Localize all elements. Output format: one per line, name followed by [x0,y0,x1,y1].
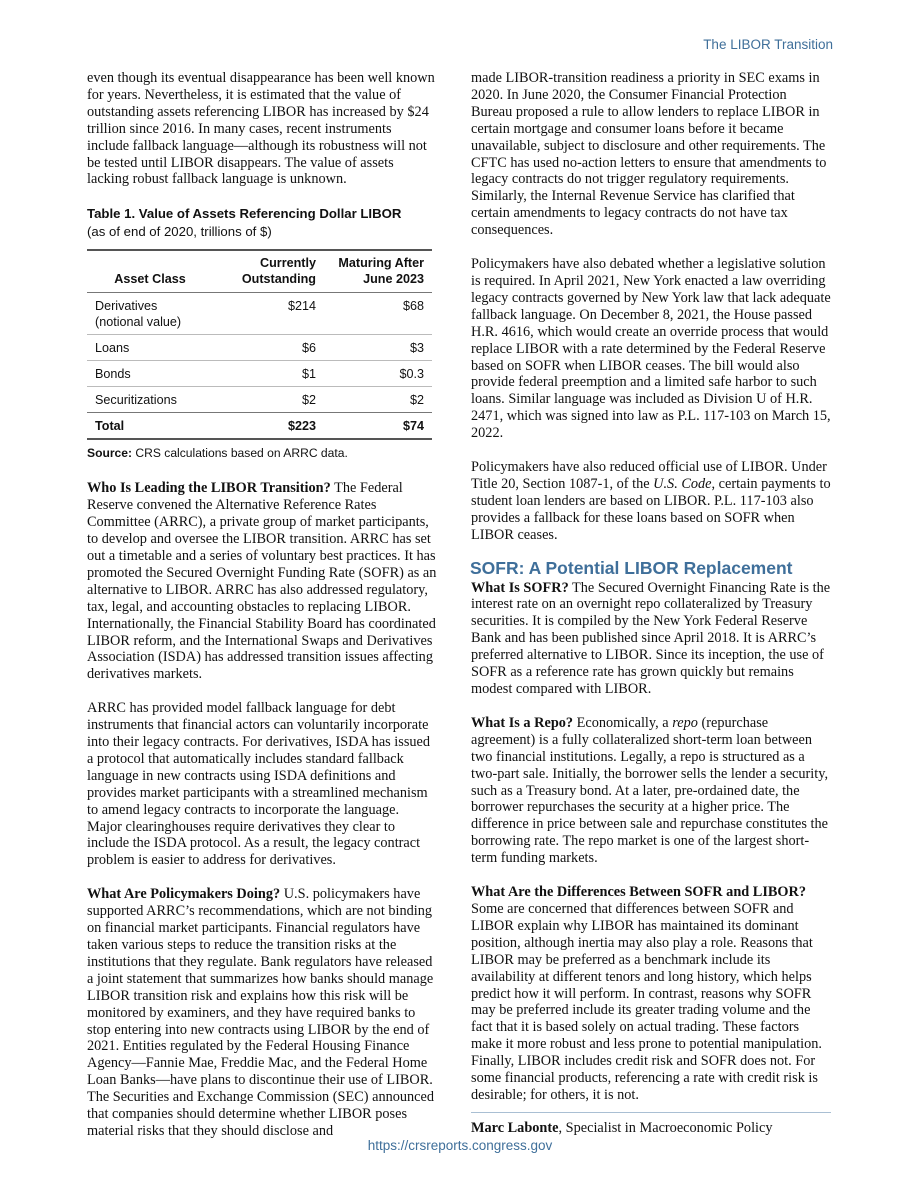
section-heading-sofr: SOFR: A Potential LIBOR Replacement [470,557,793,578]
table-total-row [87,413,432,440]
what-is-sofr-paragraph [471,580,831,698]
author-title: , Specialist in Macroeconomic Policy [558,1119,773,1136]
table-header-row [87,250,432,293]
policymakers-heading: What Are Policymakers Doing? [87,886,281,903]
table-caption [87,205,437,241]
repo-text-a: Economically, a [573,714,673,731]
what-is-sofr-body: The Secured Overnight Financing Rate is the interest rate on an overnight repo collateralized by Treasury securities. It is compiled by the New York Federal Reserve Bank and has been published since April 2018. It is ARRC’s preferred alternative to LIBOR. Since its inception, the use of SOFR as a reference rate has grown quickly but remains modest compared with LIBOR. [471,579,831,697]
table-source [87,446,437,460]
header-asset-class: Asset Class [114,272,186,287]
cell-outstanding: $223 [287,419,316,434]
cell-maturing: $68 [402,299,424,314]
author-name: Marc Labonte [471,1119,559,1136]
cell-outstanding: $2 [301,393,316,408]
differences-body: Some are concerned that differences between SOFR and LIBOR explain why LIBOR has maintained its dominant position, although inertia may also play a role. Reasons that LIBOR may be preferred as a benchmark include its availability at different tenors and long history, which helps predict how it will perform. In contrast, reasons why SOFR may be preferred include its greater trading volume and the fact that it is based solely on actual trading. These factors make it more robust and less prone to potential manipulation. Finally, LIBOR includes credit risk and SOFR does not. For some financial products, referencing a rate with credit risk is desirable; for others, it is not. [471,900,822,1103]
us-code-reference: U.S. Code [653,475,712,492]
cell-maturing: $0.3 [399,367,424,382]
assets-table [87,249,432,440]
cell-outstanding: $214 [287,299,316,314]
differences-heading: What Are the Differences Between SOFR and LIBOR? [471,884,807,901]
right-column [471,70,831,1154]
table-row [87,361,432,387]
repo-text-b: (repurchase agreement) is a fully collateralized short-term loan between two financial institutions. Legally, a repo is structured as a two-part sale. Initially, the borrower sells the lender a security, such as a Treasury bond. At a later, pre-ordained date, the borrower repurchases the security at a higher price. The difference in price between sale and repurchase constitutes the borrowing rate. The repo market is one of the largest short-term funding markets. [471,714,829,867]
table-row [87,335,432,361]
who-leading-heading: Who Is Leading the LIBOR Transition? [87,480,331,497]
policymakers-paragraph [87,886,437,1140]
source-label: Source: [87,446,133,461]
table-row [87,293,432,335]
source-text: CRS calculations based on ARRC data. [132,446,348,461]
running-header-title: The LIBOR Transition [703,37,833,52]
differences-paragraph [471,884,831,1104]
policymakers-body: U.S. policymakers have supported ARRC’s recommendations, which are not binding on financial market participants. Financial regulators have taken various steps to reduce the transition risks at the institutions that they regulate. Bank regulators have released a joint statement that summarizes how banks should manage LIBOR transition risk and explains how this risk will be monitored by examiners, and they have required banks to stop entering into new contracts using LIBOR by the end of 2021. Entities regulated by the Federal Housing Finance Agency—Fannie Mae, Freddie Mac, and the Federal Home Loan Banks—have plans to discontinue their use of LIBOR. The Securities and Exchange Commission (SEC) announced that companies should determine whether LIBOR poses material risks that they should disclose and [87,886,435,1139]
intro-paragraph: even though its eventual disappearance has been well known for years. Nevertheless, it is estimated that the value of outstanding assets referencing LIBOR has increased by $24 trillion since 2016. In many cases, recent instruments include fallback language—although its robustness will not be tested until LIBOR disappears. The value of assets lacking robust fallback language is unknown. [87,70,435,188]
legislative-paragraph: Policymakers have also debated whether a legislative solution is required. In April 2021, New York enacted a law overriding legacy contracts governed by New York law that lack adequate fallback language. On December 8, 2021, the House passed H.R. 4616, which would create an override process that would replace LIBOR with a rate determined by the Federal Reserve based on SOFR when LIBOR ceases. The bill would also provide federal preemption and a limited safe harbor to such loans. Similar language was included as Division U of H.R. 2471, which was signed into law as P.L. 117-103 on March 15, 2022. [471,256,831,442]
official-use-text-b: , certain payments to student loan lenders are based on LIBOR. P.L. 117-103 also provides a fallback for these loans based on SOFR when LIBOR ceases. [471,475,831,543]
repo-term: repo [672,714,698,731]
official-use-text-a: Policymakers have also reduced official use of LIBOR. Under Title 20, Section 1087-1, of the [471,459,827,492]
cell-asset: Securitizations [95,393,177,408]
what-is-sofr-heading: What Is SOFR? [471,579,569,596]
cell-maturing: $2 [409,393,424,408]
author-divider [471,1112,831,1113]
cell-asset: Loans [95,341,130,356]
cell-asset: Bonds [95,367,131,382]
who-leading-paragraph [87,480,437,683]
what-is-repo-paragraph [471,715,831,867]
cell-asset: Total [95,419,125,434]
header-maturing-after: Maturing After June 2023 [338,256,424,287]
header-currently-outstanding: Currently Outstanding [241,256,316,287]
who-leading-body: The Federal Reserve convened the Alternative Reference Rates Committee (ARRC), a private group of market participants, to develop and oversee the LIBOR transition. ARRC has set out a timetable and a series of voluntary best practices. It has promoted the Secured Overnight Funding Rate (SOFR) as an alternative to LIBOR. ARRC has also addressed regulatory, tax, legal, and accounting obstacles to replacing LIBOR. Internationally, the Financial Stability Board has coordinated LIBOR reform, and the International Swaps and Derivatives Association (ISDA) has addressed transition issues affecting derivatives markets. [87,480,437,683]
cell-outstanding: $6 [301,341,316,356]
continued-paragraph: made LIBOR-transition readiness a priority in SEC exams in 2020. In June 2020, the Consumer Financial Protection Bureau proposed a rule to allow lenders to replace LIBOR in certain mortgage and consumer loans before it became unavailable, subject to disclosure and other requirements. The CFTC has used no-action letters to ensure that amendments to legacy contracts do not trigger regulatory requirements. Similarly, the Internal Revenue Service has clarified that certain amendments to legacy contracts do not have tax consequences. [471,70,827,239]
cell-maturing: $3 [409,341,424,356]
table-row [87,387,432,413]
arrc-paragraph: ARRC has provided model fallback language for debt instruments that financial actors can voluntarily incorporate into their legacy contracts. For derivatives, ISDA has issued a protocol that automatically includes standard fallback language in new contracts using ISDA definitions and provides market participants with a streamlined mechanism to amend legacy contracts to incorporate the language. Major clearinghouses require derivatives they clear to include the ISDA protocol. As a result, the legacy contract problem is easier to address for derivatives. [87,700,431,869]
footer-url-link[interactable]: https://crsreports.congress.gov [367,1138,553,1153]
what-is-repo-heading: What Is a Repo? [471,714,574,731]
author-line [471,1120,831,1137]
cell-maturing: $74 [402,419,424,434]
official-use-paragraph [471,459,831,544]
cell-asset: Derivatives (notional value) [95,299,182,330]
table-title: Table 1. Value of Assets Referencing Dollar LIBOR [87,206,402,222]
cell-outstanding: $1 [301,367,316,382]
table-subtitle: (as of end of 2020, trillions of $) [87,224,272,240]
left-column [87,70,437,1157]
